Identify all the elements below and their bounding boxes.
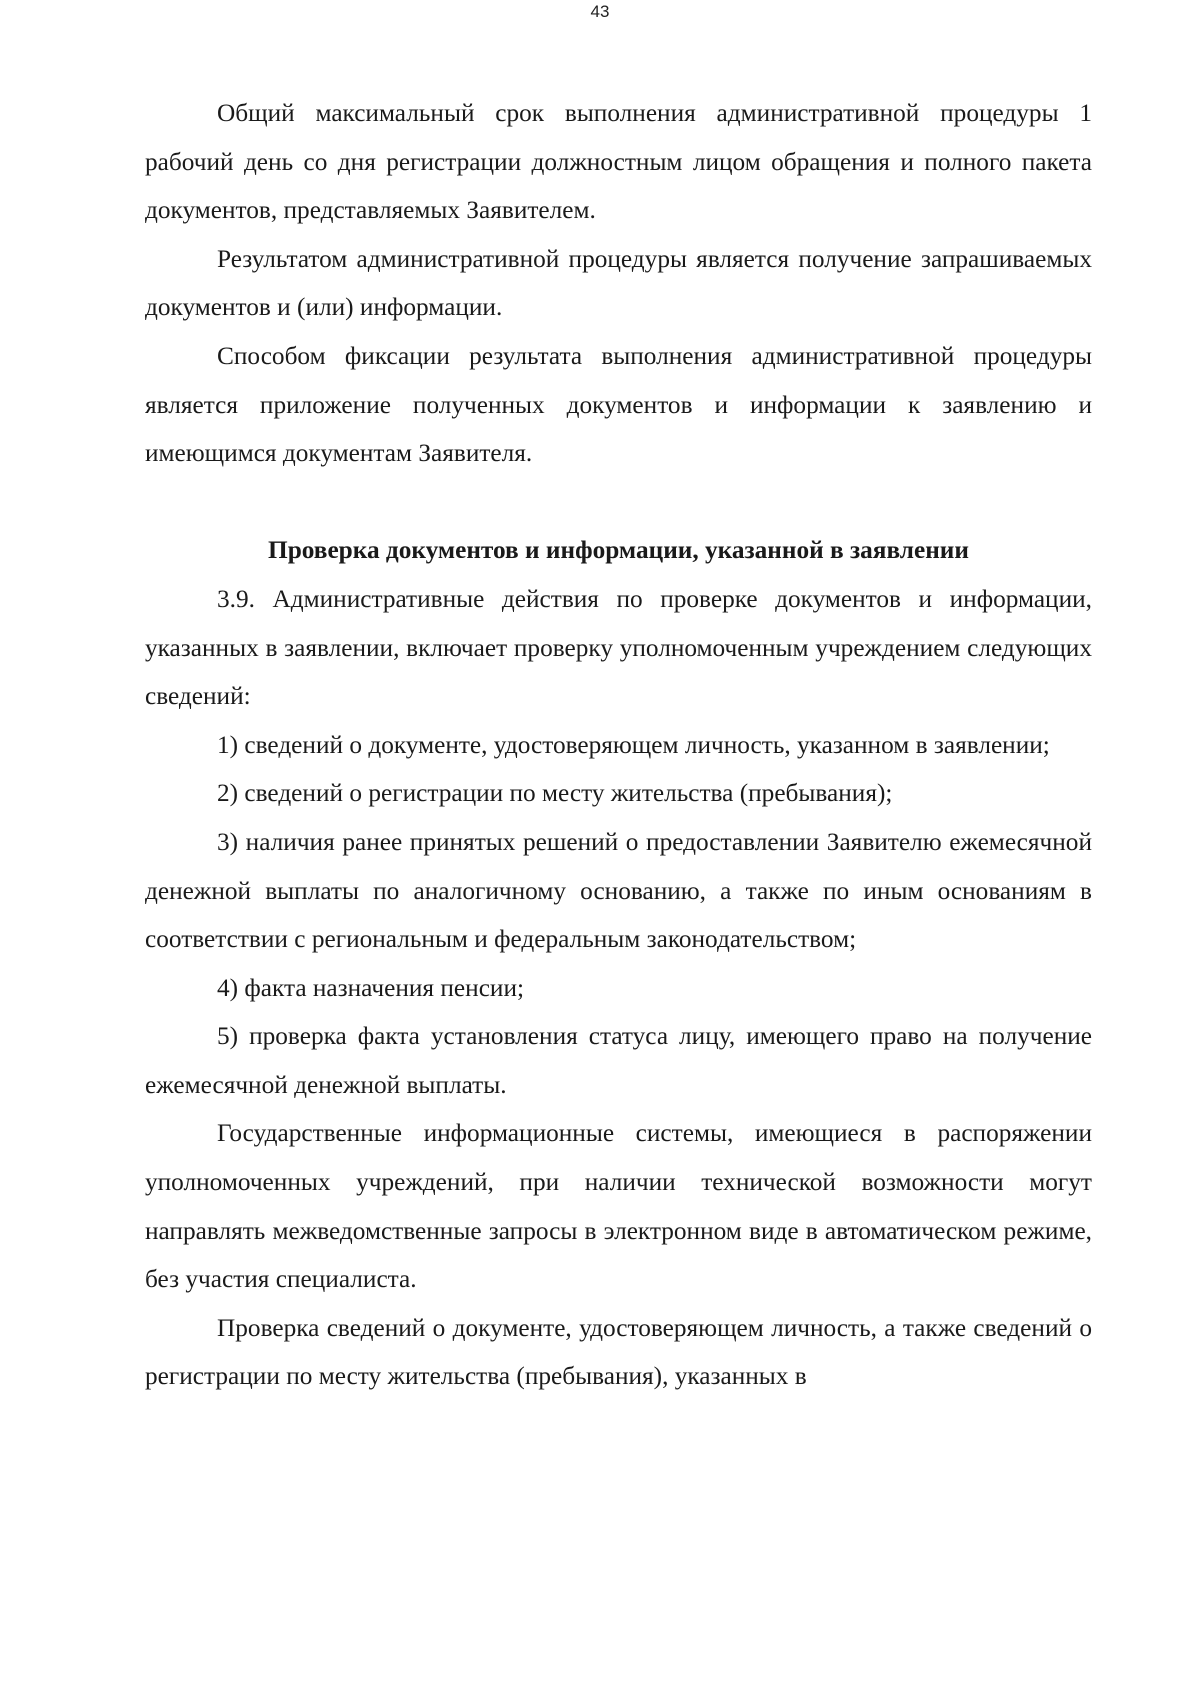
blank-line — [145, 478, 1092, 527]
paragraph: Результатом административной процедуры является получение запрашиваемых документов и (или) информации. — [145, 244, 1092, 322]
list-item: 3) наличия ранее принятых решений о предоставлении Заявителю ежемесячной денежной выплаты по аналогичному основанию, а также по иным основаниям в соответствии с региональным и федеральным законодательством; — [145, 827, 1092, 954]
section-heading: Проверка документов и информации, указанной в заявлении — [268, 536, 969, 565]
list-item: 4) факта назначения пенсии; — [217, 973, 525, 1002]
paragraph: 3.9. Административные действия по проверке документов и информации, указанных в заявлении, включает проверку уполномоченным учреждением следующих сведений: — [145, 584, 1092, 711]
paragraph: Проверка сведений о документе, удостоверяющем личность, а также сведений о регистрации по месту жительства (пребывания), указанных в — [145, 1313, 1092, 1391]
paragraph: Общий максимальный срок выполнения административной процедуры 1 рабочий день со дня регистрации должностным лицом обращения и полного пакета документов, представляемых Заявителем. — [145, 99, 1092, 225]
list-item: 1) сведений о документе, удостоверяющем личность, указанном в заявлении; — [217, 730, 1050, 759]
list-item: 2) сведений о регистрации по месту жительства (пребывания); — [217, 779, 893, 808]
paragraph: Способом фиксации результата выполнения административной процедуры является приложение полученных документов и информации к заявлению и имеющимся документам Заявителя. — [145, 341, 1092, 468]
list-item: 5) проверка факта установления статуса лицу, имеющего право на получение ежемесячной денежной выплаты. — [145, 1022, 1092, 1099]
document-body — [145, 89, 1092, 1401]
page-number: 43 — [590, 2, 610, 21]
paragraph: Государственные информационные системы, имеющиеся в распоряжении уполномоченных учреждений, при наличии технической возможности могут направлять межведомственные запросы в электронном виде в автоматическом режиме, без участия специалиста. — [145, 1119, 1092, 1294]
